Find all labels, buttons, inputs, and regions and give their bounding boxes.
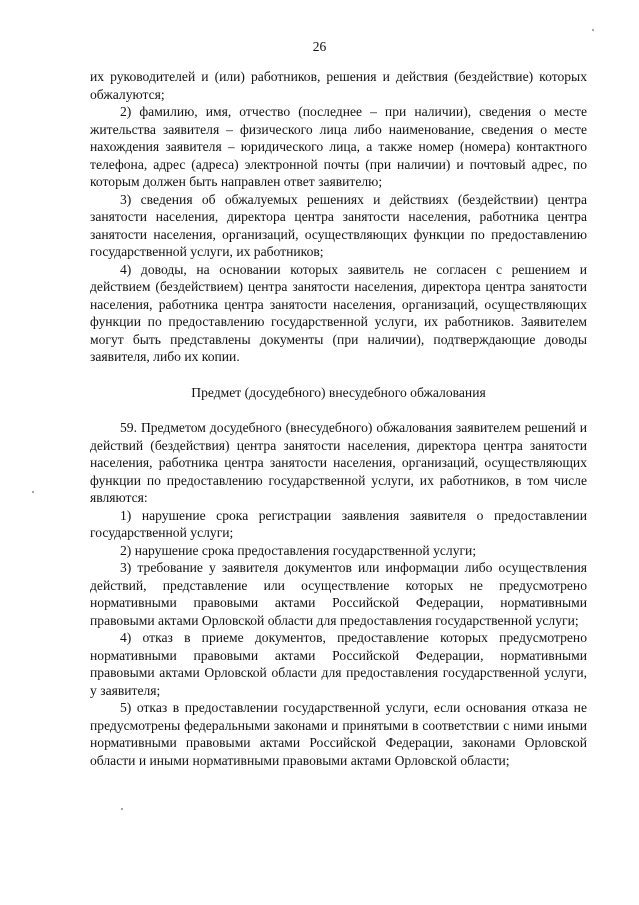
section-heading: Предмет (досудебного) внесудебного обжалования [191, 384, 486, 400]
scan-speck [592, 29, 594, 31]
scan-speck [121, 808, 123, 810]
paragraph-p59: 59. Предметом досудебного (внесудебного) обжалования заявителем решений и действий (бездействия) центра занятости населения, директора центра занятости населения, работника центра занятости населения, организаций, осуществляющих функции по предоставлению государственной услуги, их работников, в том числе являются: [90, 420, 587, 505]
paragraph-p59-5: 5) отказ в предоставлении государственной услуги, если основания отказа не предусмотрены федеральными законами и принятыми в соответствии с ними иными нормативными правовыми актами Российской Федерации, законами Орловской области и иными нормативными правовыми актами Орловской области; [90, 700, 587, 768]
paragraph-group-bottom [90, 419, 587, 769]
page-number: 26 [312, 39, 327, 54]
document-body [90, 68, 587, 769]
scan-speck [32, 491, 34, 493]
paragraph-p59-2: 2) нарушение срока предоставления государственной услуги; [120, 542, 477, 558]
paragraph-p59-1: 1) нарушение срока регистрации заявления заявителя о предоставлении государственной услуги; [90, 507, 587, 540]
paragraph-p2: 2) фамилию, имя, отчество (последнее – при наличии), сведения о месте жительства заявителя – физического лица либо наименование, сведения о месте нахождения заявителя – юридического лица, а также номер (номера) контактного телефона, адрес (адреса) электронной почты (при наличии) и почтовый адрес, по которым должен быть направлен ответ заявителю; [90, 104, 587, 189]
paragraph-p-cont: их руководителей и (или) работников, решения и действия (бездействие) которых обжалуются; [90, 69, 587, 102]
paragraph-p4: 4) доводы, на основании которых заявитель не согласен с решением и действием (бездействием) центра занятости населения, директора центра занятости населения, работника центра занятости населения, организаций, осуществляющих функции по предоставлению государственной услуги, их работников. Заявителем могут быть представлены документы (при наличии), подтверждающие доводы заявителя, либо их копии. [90, 261, 587, 364]
paragraph-group-top [90, 68, 587, 366]
paragraph-p3: 3) сведения об обжалуемых решениях и действиях (бездействии) центра занятости населения, директора центра занятости населения, работника центра занятости населения, организаций, осуществляющих функции по предоставлению государственной услуги, их работников; [90, 191, 587, 259]
paragraph-p59-3: 3) требование у заявителя документов или информации либо осуществления действий, представление или осуществление которых не предусмотрено нормативными правовыми актами Российской Федерации, нормативными правовыми актами Орловской области для предоставления государственной услуги; [90, 560, 587, 628]
paragraph-p59-4: 4) отказ в приеме документов, предоставление которых предусмотрено нормативными правовыми актами Российской Федерации, нормативными правовыми актами Орловской области для предоставления государственной услуги, у заявителя; [90, 630, 587, 698]
